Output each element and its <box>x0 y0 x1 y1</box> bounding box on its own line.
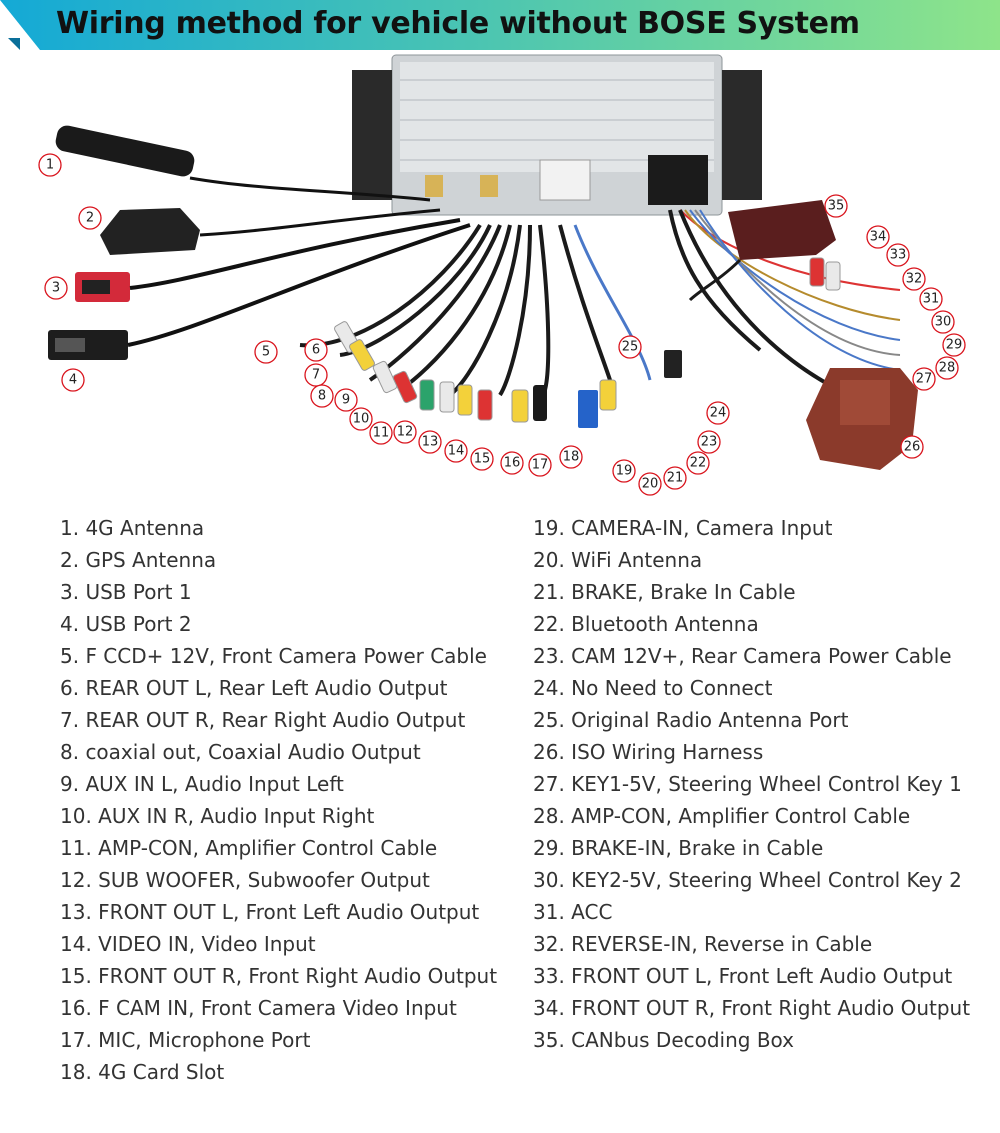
callout-number: 30 <box>934 314 952 330</box>
callout-number: 27 <box>915 371 933 387</box>
callout-8 <box>311 385 333 407</box>
callout-number: 19 <box>615 463 633 479</box>
legend-item: 15. FRONT OUT R, Front Right Audio Output <box>60 964 498 988</box>
callout-19 <box>613 460 635 482</box>
callout-11 <box>370 422 392 444</box>
callout-number: 16 <box>503 455 521 471</box>
callout-number: 4 <box>68 372 78 388</box>
title-banner <box>0 0 1000 50</box>
callout-33 <box>887 244 909 266</box>
legend-item: 5. F CCD+ 12V, Front Camera Power Cable <box>60 644 487 668</box>
callout-13 <box>419 431 441 453</box>
legend-item: 29. BRAKE-IN, Brake in Cable <box>533 836 824 860</box>
legend-item: 2. GPS Antenna <box>60 548 217 572</box>
callout-number: 21 <box>666 470 684 486</box>
legend-item: 23. CAM 12V+, Rear Camera Power Cable <box>533 644 952 668</box>
legend-item: 12. SUB WOOFER, Subwoofer Output <box>60 868 430 892</box>
callout-number: 33 <box>889 247 907 263</box>
legend-column-right <box>533 512 970 1056</box>
callout-18 <box>560 446 582 468</box>
callout-25 <box>619 336 641 358</box>
callout-3 <box>45 277 67 299</box>
callout-number: 15 <box>473 451 491 467</box>
legend-item: 10. AUX IN R, Audio Input Right <box>60 804 375 828</box>
callout-26 <box>901 436 923 458</box>
callout-number: 3 <box>51 280 61 296</box>
callout-6 <box>305 339 327 361</box>
legend-column-left <box>60 512 497 1088</box>
callout-29 <box>943 334 965 356</box>
legend-item: 32. REVERSE-IN, Reverse in Cable <box>533 932 873 956</box>
legend-item: 3. USB Port 1 <box>60 580 192 604</box>
legend-item: 17. MIC, Microphone Port <box>60 1028 311 1052</box>
legend-item: 7. REAR OUT R, Rear Right Audio Output <box>60 708 466 732</box>
legend-item: 25. Original Radio Antenna Port <box>533 708 849 732</box>
callout-number: 1 <box>45 157 55 173</box>
legend-item: 20. WiFi Antenna <box>533 548 703 572</box>
legend-item: 24. No Need to Connect <box>533 676 773 700</box>
callout-4 <box>62 369 84 391</box>
callout-9 <box>335 389 357 411</box>
callout-1 <box>39 154 61 176</box>
callout-number: 7 <box>311 367 321 383</box>
legend-item: 28. AMP-CON, Amplifier Control Cable <box>533 804 911 828</box>
callout-number: 23 <box>700 434 718 450</box>
legend-item: 4. USB Port 2 <box>60 612 192 636</box>
legend-item: 8. coaxial out, Coaxial Audio Output <box>60 740 421 764</box>
callout-number: 24 <box>709 405 727 421</box>
legend-item: 6. REAR OUT L, Rear Left Audio Output <box>60 676 448 700</box>
legend-item: 26. ISO Wiring Harness <box>533 740 764 764</box>
callout-number: 10 <box>352 411 370 427</box>
callout-number: 9 <box>341 392 351 408</box>
callout-32 <box>903 268 925 290</box>
callout-22 <box>687 452 709 474</box>
legend-item: 35. CANbus Decoding Box <box>533 1028 795 1052</box>
legend-item: 13. FRONT OUT L, Front Left Audio Output <box>60 900 480 924</box>
callout-number: 17 <box>531 457 549 473</box>
callout-number: 12 <box>396 424 414 440</box>
legend-item: 33. FRONT OUT L, Front Left Audio Output <box>533 964 953 988</box>
callout-28 <box>936 357 958 379</box>
callout-number: 31 <box>922 291 940 307</box>
callout-number: 18 <box>562 449 580 465</box>
callout-12 <box>394 421 416 443</box>
wiring-illustration <box>0 50 1000 500</box>
callout-5 <box>255 341 277 363</box>
callout-23 <box>698 431 720 453</box>
callout-number: 6 <box>311 342 321 358</box>
callout-30 <box>932 311 954 333</box>
legend-item: 16. F CAM IN, Front Camera Video Input <box>60 996 457 1020</box>
head-unit <box>352 55 762 215</box>
callout-number: 14 <box>447 443 465 459</box>
callout-20 <box>639 473 661 495</box>
legend-item: 27. KEY1-5V, Steering Wheel Control Key 1 <box>533 772 962 796</box>
legend-item: 31. ACC <box>533 900 613 924</box>
callout-number: 20 <box>641 476 659 492</box>
callout-31 <box>920 288 942 310</box>
callout-number: 5 <box>261 344 271 360</box>
legend-item: 9. AUX IN L, Audio Input Left <box>60 772 344 796</box>
callout-34 <box>867 226 889 248</box>
callout-number: 13 <box>421 434 439 450</box>
callout-number: 11 <box>372 425 390 441</box>
callout-2 <box>79 207 101 229</box>
callout-number: 22 <box>689 455 707 471</box>
callout-number: 28 <box>938 360 956 376</box>
callout-35 <box>825 195 847 217</box>
callout-27 <box>913 368 935 390</box>
legend-item: 22. Bluetooth Antenna <box>533 612 759 636</box>
callout-24 <box>707 402 729 424</box>
page-title: Wiring method for vehicle without BOSE System <box>56 6 860 41</box>
legend-item: 11. AMP-CON, Amplifier Control Cable <box>60 836 438 860</box>
legend-item: 1. 4G Antenna <box>60 516 205 540</box>
callout-15 <box>471 448 493 470</box>
callout-number: 2 <box>85 210 95 226</box>
legend-item: 19. CAMERA-IN, Camera Input <box>533 516 833 540</box>
callout-14 <box>445 440 467 462</box>
callout-number: 8 <box>317 388 327 404</box>
wiring-diagram <box>0 50 1000 500</box>
callout-number: 26 <box>903 439 921 455</box>
callout-17 <box>529 454 551 476</box>
callout-21 <box>664 467 686 489</box>
callout-10 <box>350 408 372 430</box>
callout-7 <box>305 364 327 386</box>
legend-item: 21. BRAKE, Brake In Cable <box>533 580 796 604</box>
callout-number: 29 <box>945 337 963 353</box>
callout-number: 35 <box>827 198 845 214</box>
legend-item: 14. VIDEO IN, Video Input <box>60 932 316 956</box>
callout-number: 34 <box>869 229 887 245</box>
callout-number: 25 <box>621 339 639 355</box>
callout-number: 32 <box>905 271 923 287</box>
legend-item: 34. FRONT OUT R, Front Right Audio Output <box>533 996 971 1020</box>
legend-item: 30. KEY2-5V, Steering Wheel Control Key 2 <box>533 868 962 892</box>
legend-item: 18. 4G Card Slot <box>60 1060 225 1084</box>
callout-16 <box>501 452 523 474</box>
